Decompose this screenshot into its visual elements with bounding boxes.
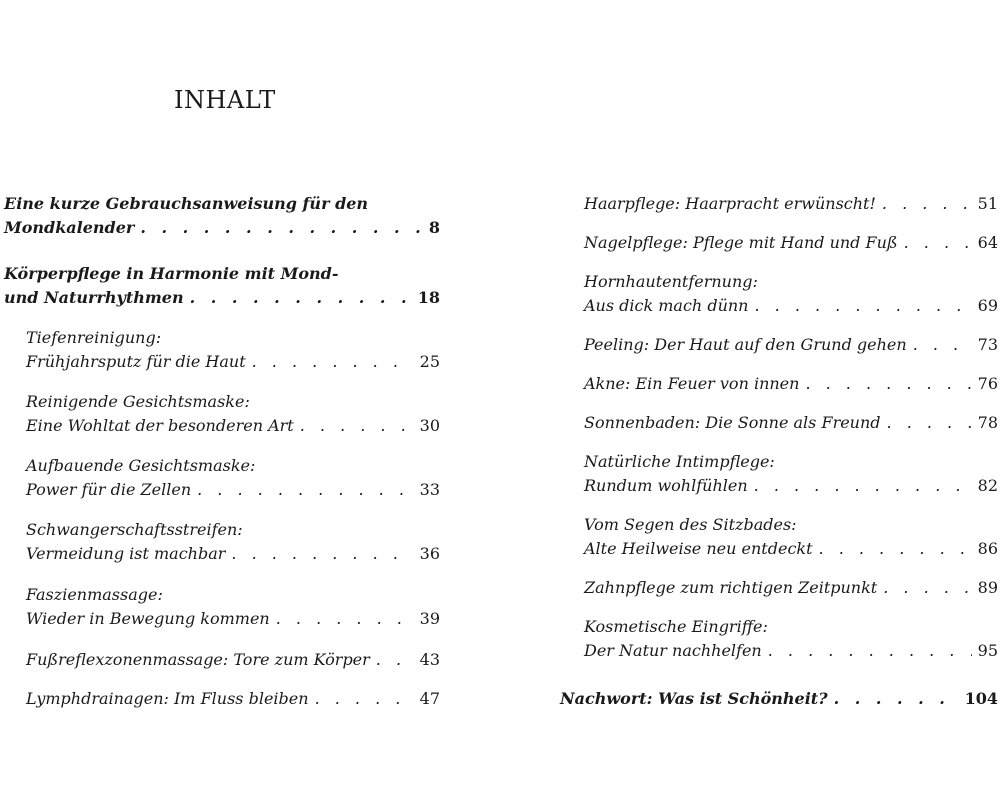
toc-entry-title: und Naturrhythmen bbox=[4, 288, 184, 307]
toc-entry[interactable] bbox=[26, 583, 440, 631]
toc-entry-heading: Hornhautentfernung: bbox=[584, 272, 758, 291]
toc-entry-heading: Natürliche Intimpflege: bbox=[584, 452, 775, 471]
toc-entry[interactable] bbox=[560, 687, 998, 711]
dot-leader bbox=[913, 333, 972, 357]
toc-entry-title: Fußreflexzonenmassage: Tore zum Körper bbox=[26, 650, 370, 669]
toc-page-number: 18 bbox=[417, 288, 440, 307]
toc-entry-heading: Körperpflege in Harmonie mit Mond- bbox=[4, 264, 339, 283]
toc-page-number: 104 bbox=[964, 689, 998, 708]
toc-entry-title: Aus dick mach dünn bbox=[584, 296, 749, 315]
dot-leader bbox=[197, 478, 414, 502]
toc-page-number: 95 bbox=[977, 641, 998, 660]
toc-entry-title: Frühjahrsputz für die Haut bbox=[26, 352, 246, 371]
toc-entry[interactable] bbox=[584, 450, 998, 498]
toc-entry[interactable] bbox=[584, 576, 998, 600]
dot-leader bbox=[276, 607, 414, 631]
toc-entry-title: Rundum wohlfühlen bbox=[584, 476, 748, 495]
dot-leader bbox=[140, 216, 423, 240]
toc-entry[interactable] bbox=[584, 411, 998, 435]
toc-entry-title: Power für die Zellen bbox=[26, 480, 192, 499]
dot-leader bbox=[819, 537, 972, 561]
page-title: INHALT bbox=[174, 86, 276, 114]
toc-entry[interactable] bbox=[584, 270, 998, 318]
toc-entry[interactable] bbox=[584, 192, 998, 216]
toc-entry-title: Mondkalender bbox=[4, 218, 135, 237]
toc-entry[interactable] bbox=[26, 687, 440, 711]
toc-page-number: 69 bbox=[977, 296, 998, 315]
toc-page-number: 89 bbox=[977, 578, 998, 597]
dot-leader bbox=[754, 474, 972, 498]
toc-entry-title: Nachwort: Was ist Schönheit? bbox=[560, 689, 828, 708]
dot-leader bbox=[754, 294, 971, 318]
toc-entry-title: Akne: Ein Feuer von innen bbox=[584, 374, 800, 393]
toc-entry-title: Alte Heilweise neu entdeckt bbox=[584, 539, 813, 558]
toc-entry[interactable] bbox=[584, 615, 998, 663]
toc-entry-title: Zahnpflege zum richtigen Zeitpunkt bbox=[584, 578, 878, 597]
toc-page-number: 82 bbox=[977, 476, 998, 495]
toc-entry-heading: Vom Segen des Sitzbades: bbox=[584, 515, 797, 534]
toc-entry-title: Vermeidung ist machbar bbox=[26, 544, 226, 563]
toc-entry-title: Wieder in Bewegung kommen bbox=[26, 609, 270, 628]
toc-entry[interactable] bbox=[584, 333, 998, 357]
toc-page-number: 78 bbox=[977, 413, 998, 432]
dot-leader bbox=[805, 372, 971, 396]
toc-entry-title: Der Natur nachhelfen bbox=[584, 641, 762, 660]
toc-entry-heading: Schwangerschaftsstreifen: bbox=[26, 520, 243, 539]
toc-page-number: 25 bbox=[419, 352, 440, 371]
dot-leader bbox=[190, 286, 412, 310]
toc-entry[interactable] bbox=[584, 372, 998, 396]
dot-leader bbox=[300, 414, 414, 438]
toc-entry[interactable] bbox=[584, 231, 998, 255]
dot-leader bbox=[376, 648, 414, 672]
toc-entry[interactable] bbox=[26, 390, 440, 438]
toc-entry-heading: Kosmetische Eingriffe: bbox=[584, 617, 768, 636]
toc-page-number: 64 bbox=[977, 233, 998, 252]
toc-page-number: 30 bbox=[419, 416, 440, 435]
toc-entry-title: Haarpflege: Haarpracht erwünscht! bbox=[584, 194, 876, 213]
toc-page-number: 76 bbox=[977, 374, 998, 393]
toc-page-number: 51 bbox=[977, 194, 998, 213]
toc-entry-heading: Aufbauende Gesichtsmaske: bbox=[26, 456, 256, 475]
toc-entry-heading: Eine kurze Gebrauchsanweisung für den bbox=[4, 194, 369, 213]
toc-entry-heading: Tiefenreinigung: bbox=[26, 328, 162, 347]
toc-page-number: 8 bbox=[428, 218, 440, 237]
toc-entry-title: Nagelpflege: Pflege mit Hand und Fuß bbox=[584, 233, 898, 252]
dot-leader bbox=[231, 542, 413, 566]
toc-entry-heading: Reinigende Gesichtsmaske: bbox=[26, 392, 250, 411]
toc-entry-title: Sonnenbaden: Die Sonne als Freund bbox=[584, 413, 881, 432]
dot-leader bbox=[768, 639, 972, 663]
toc-page-number: 36 bbox=[419, 544, 440, 563]
toc-entry[interactable] bbox=[4, 192, 440, 240]
dot-leader bbox=[834, 687, 959, 711]
toc-entry[interactable] bbox=[26, 326, 440, 374]
toc-page-number: 73 bbox=[977, 335, 998, 354]
dot-leader bbox=[315, 687, 414, 711]
dot-leader bbox=[252, 350, 414, 374]
toc-entry[interactable] bbox=[26, 648, 440, 672]
toc-entry-title: Peeling: Der Haut auf den Grund gehen bbox=[584, 335, 907, 354]
toc-entry-title: Lymphdrainagen: Im Fluss bleiben bbox=[26, 689, 309, 708]
toc-entry-title: Eine Wohltat der besonderen Art bbox=[26, 416, 294, 435]
dot-leader bbox=[883, 576, 971, 600]
toc-page-number: 39 bbox=[419, 609, 440, 628]
toc-page-number: 47 bbox=[419, 689, 440, 708]
toc-page-number: 43 bbox=[419, 650, 440, 669]
toc-page-number: 86 bbox=[977, 539, 998, 558]
dot-leader bbox=[904, 231, 972, 255]
toc-page-number: 33 bbox=[419, 480, 440, 499]
toc-entry-heading: Faszienmassage: bbox=[26, 585, 163, 604]
toc-entry[interactable] bbox=[4, 262, 440, 310]
toc-entry[interactable] bbox=[26, 518, 440, 566]
dot-leader bbox=[882, 192, 972, 216]
toc-entry[interactable] bbox=[584, 513, 998, 561]
toc-entry[interactable] bbox=[26, 454, 440, 502]
dot-leader bbox=[887, 411, 972, 435]
